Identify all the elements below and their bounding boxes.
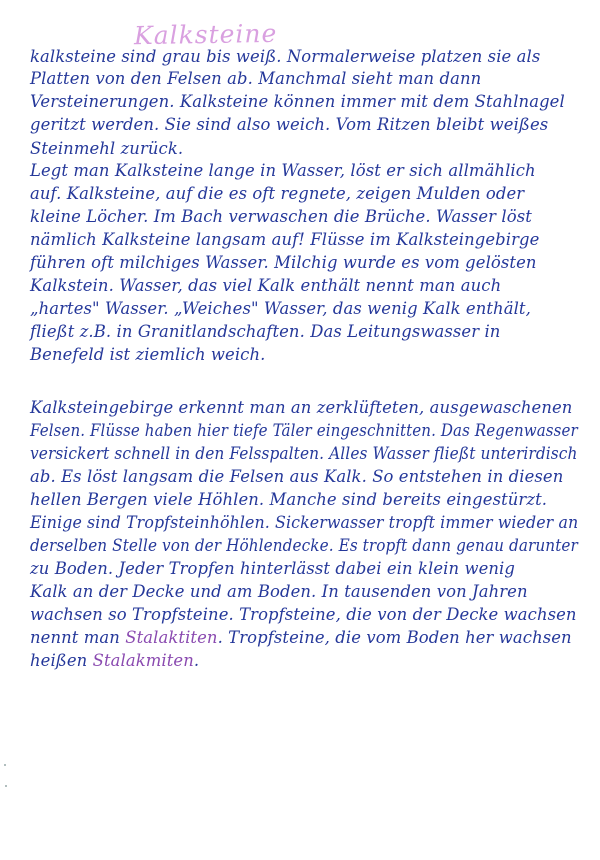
text-line: Einige sind Tropfsteinhöhlen. Sickerwasser tropft immer wieder an	[30, 513, 579, 532]
text-line: Steinmehl zurück.	[30, 139, 184, 158]
text-line: Platten von den Felsen ab. Manchmal sieht man dann	[30, 69, 482, 88]
text-line: nämlich Kalksteine langsam auf! Flüsse im Kalksteingebirge	[30, 230, 540, 249]
text-line: Versteinerungen. Kalksteine können immer mit dem Stahlnagel	[30, 92, 565, 111]
text-fragment: .	[193, 651, 200, 670]
text-line: Kalksteingebirge erkennt man an zerklüfteten, ausgewaschenen	[30, 398, 573, 417]
text-line: geritzt werden. Sie sind also weich. Vom Ritzen bleibt weißes	[30, 115, 549, 134]
text-line: Legt man Kalksteine lange in Wasser, löst er sich allmählich	[30, 161, 536, 180]
text-line	[30, 651, 199, 671]
page-title: Kalksteine	[133, 18, 278, 51]
text-line: hellen Bergen viele Höhlen. Manche sind bereits eingestürzt.	[30, 490, 548, 509]
text-fragment: . Tropfsteine, die vom Boden her wachsen	[217, 628, 572, 647]
paper-speck	[4, 764, 6, 766]
text-line: „hartes" Wasser. „Weiches" Wasser, das wenig Kalk enthält,	[30, 299, 531, 318]
text-line: Kalkstein. Wasser, das viel Kalk enthält nennt man auch	[30, 276, 502, 295]
text-line: Kalk an der Decke und am Boden. In tausenden von Jahren	[30, 582, 528, 601]
text-line: fließt z.B. in Granitlandschaften. Das Leitungswasser in	[30, 322, 501, 341]
text-line: zu Boden. Jeder Tropfen hinterlässt dabei ein klein wenig	[30, 559, 515, 578]
text-line: auf. Kalksteine, auf die es oft regnete, zeigen Mulden oder	[30, 184, 525, 203]
text-fragment: nennt man	[30, 628, 126, 647]
term-stalakmiten: Stalakmiten	[92, 651, 194, 670]
text-line: Benefeld ist ziemlich weich.	[30, 345, 266, 364]
text-line: ab. Es löst langsam die Felsen aus Kalk. So entstehen in diesen	[30, 467, 564, 486]
text-line: kalksteine sind grau bis weiß. Normalerweise platzen sie als	[30, 47, 541, 66]
text-line: wachsen so Tropfsteine. Tropfsteine, die von der Decke wachsen	[30, 605, 577, 624]
text-line: führen oft milchiges Wasser. Milchig wurde es vom gelösten	[30, 253, 537, 272]
term-stalaktiten: Stalaktiten	[125, 628, 218, 647]
paper-speck	[5, 785, 7, 787]
text-line	[30, 628, 572, 648]
text-line: versickert schnell in den Felsspalten. Alles Wasser fließt unterirdisch	[30, 444, 578, 463]
text-fragment: heißen	[30, 651, 93, 670]
text-line: derselben Stelle von der Höhlendecke. Es tropft dann genau darunter	[30, 536, 578, 555]
text-line: Felsen. Flüsse haben hier tiefe Täler eingeschnitten. Das Regenwasser	[30, 421, 578, 440]
text-line: kleine Löcher. Im Bach verwaschen die Brüche. Wasser löst	[30, 207, 532, 226]
